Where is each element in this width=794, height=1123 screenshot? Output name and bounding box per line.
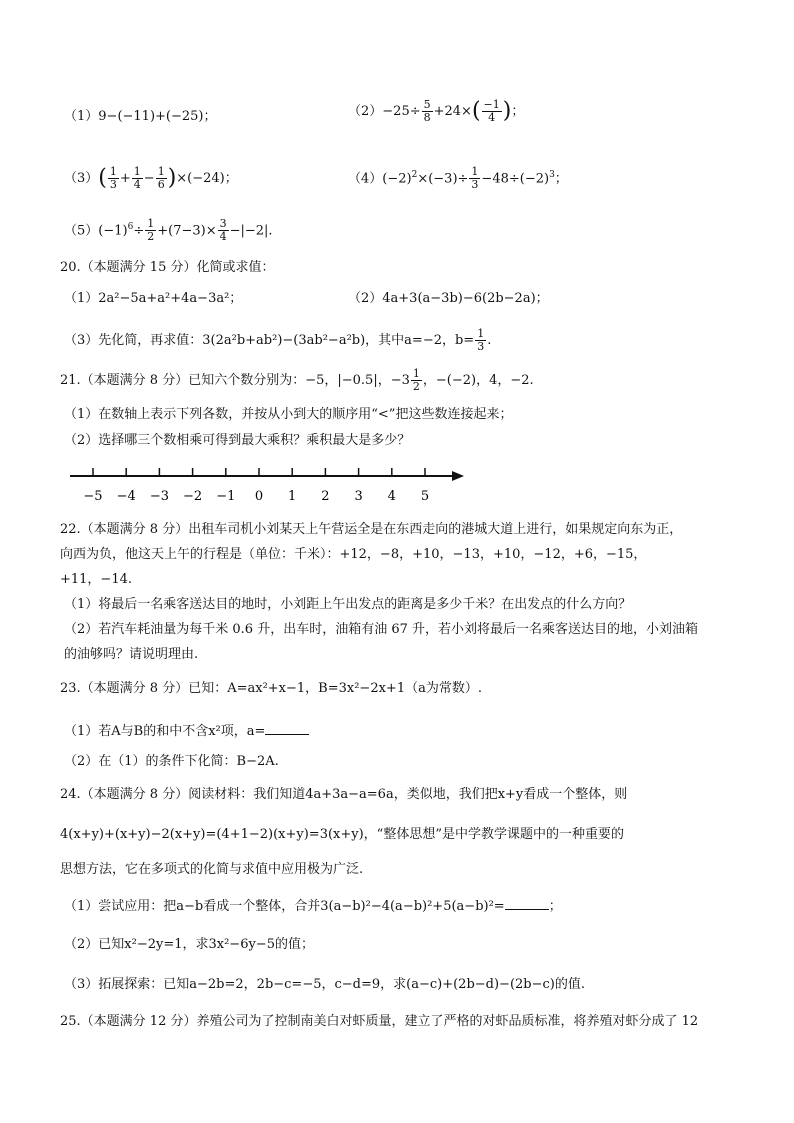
q24-text-line2: 4(x+y)+(x+y)−2(x+y)=(4+1−2)(x+y)=3(x+y)，“整体思想”是中学教学课题中的一种重要的 bbox=[60, 827, 624, 842]
number-line-tick-label: −2 bbox=[183, 489, 203, 504]
q22-text-line1: 22.（本题满分 8 分）出租车司机小刘某天上午营运全是在东西走向的港城大道上进行，如果规定向东为正， bbox=[60, 522, 683, 537]
q24-text-line1: 24.（本题满分 8 分）阅读材料：我们知道4a+3a−a=6a，类似地，我们把x+y看成一个整体，则 bbox=[60, 787, 628, 802]
number-line-tick-label: 4 bbox=[387, 489, 396, 504]
q20-part3: （3）先化简，再求值：3(2a²b+ab²)−(3ab²−a²b)，其中a=−2，b= $\frac{1}{3}$ . bbox=[64, 327, 492, 353]
q22-part2-line1: （2）若汽车耗油量为每千米 0.6 升，出车时，油箱有油 67 升，若小刘将最后一名乘客送达目的地，小刘油箱 bbox=[64, 622, 699, 637]
q19-part3: （3）( $\frac{1}{3}$ + $\frac{1}{4}$ − $\frac{1}{6}$ )×(−24)； bbox=[64, 165, 238, 191]
q19-part5: $(5)(-1)^6\div$ $\frac{1}{2}$ +(7−3)× $\frac{3}{4}$ −|−2|. bbox=[64, 217, 273, 244]
number-line-tick-label: −3 bbox=[149, 489, 169, 504]
number-line-tick-label: 3 bbox=[354, 489, 363, 504]
q23-part2: （2）在（1）的条件下化简：B−2A. bbox=[64, 754, 279, 769]
q22-text-line3: +11，−14. bbox=[60, 572, 133, 587]
fraction: $\frac{5}{8}$ bbox=[423, 98, 431, 124]
number-line-tick-label: 2 bbox=[321, 489, 330, 504]
q24-part1: （1）尝试应用：把a−b看成一个整体，合并3(a−b)²−4(a−b)²+5(a−b)²= ； bbox=[64, 899, 562, 914]
q22-text-line2: 向西为负，他这天上午的行程是（单位：千米）：+12，−8，+10，−13，+10，−12，+6，−15， bbox=[60, 547, 647, 562]
q21-part2: （2）选择哪三个数相乘可得到最大乘积？乘积最大是多少？ bbox=[64, 433, 411, 448]
q24-part2: （2）已知x²−2y=1，求3x²−6y−5的值； bbox=[64, 937, 314, 952]
q20-heading: 20.（本题满分 15 分）化简或求值： bbox=[60, 260, 275, 275]
q19-part1: （1）9−(−11)+(−25)； bbox=[64, 109, 217, 124]
q24-part3: （3）拓展探索：已知a−2b=2，2b−c=−5，c−d=9，求(a−c)+(2b−d)−(2b−c)的值. bbox=[64, 977, 585, 992]
q19-part4: $(4)(-2)^2\times(-3)\div$ $\frac{1}{3}$ $-48\div(-2)^3$； bbox=[348, 165, 568, 192]
q23-part1: （1）若A与B的和中不含x²项，a= bbox=[64, 722, 309, 741]
number-line bbox=[66, 464, 466, 512]
q23-heading: 23.（本题满分 8 分）已知：A=ax²+x−1，B=3x²−2x+1（a为常数）. bbox=[60, 681, 482, 696]
number-line-tick-label: −1 bbox=[216, 489, 236, 504]
number-line-tick-label: −4 bbox=[116, 489, 136, 504]
q22-part2-line2: 的油够吗？请说明理由. bbox=[64, 647, 199, 662]
number-line-tick-label: −5 bbox=[83, 489, 103, 504]
number-line-tick-label: 0 bbox=[254, 489, 264, 504]
q22-part1: （1）将最后一名乘客送达目的地时，小刘距上午出发点的距离是多少千米？在出发点的什么方向？ bbox=[64, 597, 632, 612]
q21-heading: 21.（本题满分 8 分）已知六个数分别为：−5，|−0.5|，−3 $\frac{1}{2}$ ，−(−2)，4，−2. bbox=[60, 367, 534, 393]
number-line-arrow bbox=[452, 471, 464, 481]
q24-text-line3: 思想方法，它在多项式的化简与求值中应用极为广泛. bbox=[60, 862, 364, 877]
fraction: $\frac{-1}{4}$ bbox=[483, 98, 500, 124]
q20-part2: （2）4a+3(a−3b)−6(2b−2a)； bbox=[348, 291, 549, 306]
q19-part2: （2）−25÷ $\frac{5}{8}$ +24×( $\frac{-1}{4}$ )； bbox=[348, 98, 525, 124]
q21-part1: （1）在数轴上表示下列各数，并按从小到大的顺序用“<”把这些数连接起来； bbox=[64, 407, 513, 422]
q25-text-line1: 25.（本题满分 12 分）养殖公司为了控制南美白对虾质量，建立了严格的对虾品质标准，将养殖对虾分成了 12 bbox=[60, 1014, 699, 1029]
number-line-tick-label: 1 bbox=[288, 489, 297, 504]
q20-part1: （1）2a²−5a+a²+4a−3a²； bbox=[64, 291, 243, 306]
answer-blank bbox=[505, 897, 549, 910]
number-line-tick-label: 5 bbox=[420, 489, 430, 504]
answer-blank bbox=[265, 722, 309, 735]
